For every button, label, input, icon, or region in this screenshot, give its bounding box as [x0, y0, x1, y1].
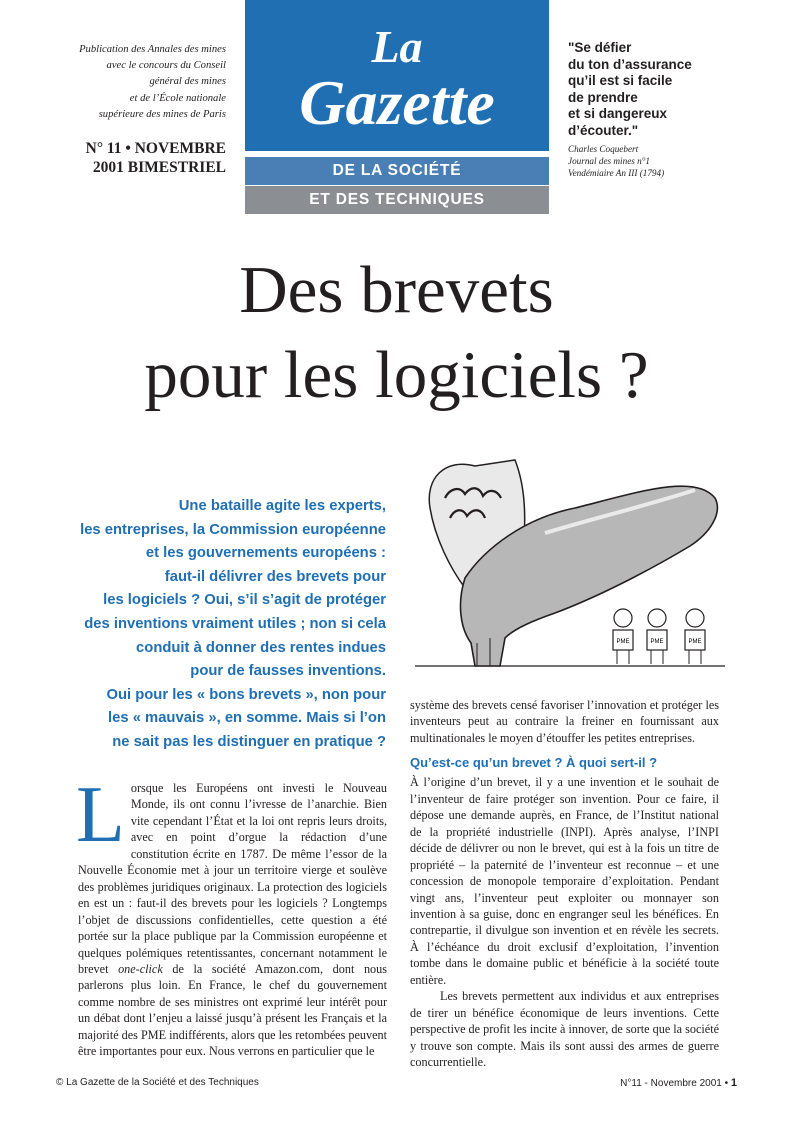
masthead-subtitle-2: ET DES TECHNIQUES [245, 186, 549, 214]
publication-line: avec le concours du Conseil [106, 60, 226, 72]
publication-info [40, 42, 226, 123]
section-subhead: Qu’est-ce qu’un brevet ? À quoi sert-il ? [410, 755, 658, 771]
quote-source [568, 143, 778, 179]
article-text: orsque les Européens ont investi le Nouveau Monde, ils ont connu l’ivresse de l’anarchie. Bien vite cependant l’État et la loi ont repris leurs droits, avec en point d’orgue la rédaction d’une constitution écrite en 1787. De même l’essor de la Nouvelle Économie met à jour un territoire vierge et soulève des problèmes juridiques originaux. La protection des logiciels en est un : faut-il des brevets pour les logiciels ? Longtemps l’objet de discussions confidentielles, cette question a été portée sur la place publique par la Commission européenne et quelques polémiques retentissantes, concernant notamment le brevet [78, 781, 387, 976]
epigraph-quote [568, 40, 768, 140]
masthead-la: La [371, 21, 423, 72]
headline-line-1: Des brevets [239, 253, 554, 327]
article-paragraph: système des brevets censé favoriser l’innovation et protéger les inventeurs peut au contraire la freiner en fournissant aux multinationales le moyen d’étouffer les petites entreprises. [410, 698, 719, 745]
lead-line: ne sait pas les distinguer en pratique ? [112, 733, 386, 750]
page-number: 1 [730, 1077, 737, 1089]
footer-page-info [620, 1077, 737, 1090]
issue-line-1: N° 11 • NOVEMBRE [85, 140, 226, 157]
sme-figure [613, 609, 633, 664]
quote-line: du ton d’assurance [568, 56, 692, 72]
lead-line: pour de fausses inventions. [190, 663, 386, 680]
drop-cap: L [76, 771, 125, 859]
boot-crushing-sme-illustration [405, 438, 735, 678]
masthead-subtitle-1: DE LA SOCIÉTÉ [245, 157, 549, 185]
article-column-1 [76, 771, 387, 1060]
lead-line: Oui pour les « bons brevets », non pour [106, 686, 386, 703]
quote-line: et si dangereux [568, 106, 668, 122]
sme-figure [685, 609, 705, 664]
sme-label: PME [688, 639, 702, 645]
masthead-gazette: Gazette [299, 67, 495, 138]
lead-line: Une bataille agite les experts, [178, 498, 386, 514]
article-text: de la société Amazon.com, dont nous parlerons plus loin. En France, le chef du gouvernement comme nombre de ses ministres ont exprimé leur intérêt pour un débat dont l’enjeu a laissé jusqu’à présent les Français et la majorité des PME indifférents, alors que les retombées peuvent être importantes pour eux. Nous verrons en particulier que le [78, 961, 387, 1059]
publication-line: Publication des Annales des mines [79, 44, 226, 55]
lead-line: conduit à donner des rentes indues [136, 639, 386, 656]
quote-line: de prendre [568, 89, 638, 105]
article-italic-term: one-click [118, 961, 163, 976]
masthead-logo [245, 0, 549, 151]
article-paragraph: Les brevets permettent aux individus et aux entreprises de tirer un bénéfice économique de leurs inventions. Cette perspective de profit les incite à innover, de sorte que la société y trouve son compte. Mais ils sont aussi des armes de guerre concurrentielle. [410, 989, 719, 1070]
footer-copyright: © La Gazette de la Société et des Techniques [56, 1077, 259, 1088]
issue-line-2: 2001 BIMESTRIEL [92, 159, 226, 176]
quote-source-author: Charles Coquebert [568, 144, 639, 154]
article-paragraph: À l’origine d’un brevet, il y a une invention et le souhait de l’inventeur de faire protéger son invention. Pour ce faire, il dépose une demande auprès, en France, de l’Institut national de la propriété industrielle (INPI). Après analyse, l’INPI décide de délivrer ou non le brevet, qui est à la fois un titre de propriété – la paternité de l’inventeur est reconnue – et une concession de monopole temporaire d’exploitation. Pendant vingt ans, l’inventeur peut exploiter ou monnayer son invention à sa guise, donc en engranger seul les bénéfices. En contrepartie, il divulgue son invention et en révèle les secrets. À l’échéance du droit exclusif d’exploitation, l’invention tombe dans le domaine public et bénéficie à la société toute entière. [410, 775, 719, 987]
publication-line: et de l’École nationale [129, 92, 226, 104]
publication-line: général des mines [149, 76, 226, 88]
publication-line: supérieure des mines de Paris [98, 108, 226, 120]
quote-line: d’écouter." [568, 122, 639, 138]
lead-line: faut-il délivrer des brevets pour [164, 568, 386, 585]
quote-line: qu’il est si facile [568, 73, 673, 89]
lead-line: les « mauvais », en somme. Mais si l’on [108, 710, 386, 727]
issue-info [40, 139, 226, 177]
lead-line: les logiciels ? Oui, s’il s’agit de protéger [103, 592, 386, 609]
lead-line: les entreprises, la Commission européenne [80, 521, 386, 538]
quote-line: "Se défier [568, 40, 632, 55]
lead-line: des inventions vraiment utiles ; non si cela [84, 615, 386, 632]
lead-paragraph [60, 495, 386, 755]
sme-label: PME [650, 639, 664, 645]
quote-source-date: Vendémiaire An III (1794) [568, 168, 665, 178]
quote-source-journal: Journal des mines n°1 [568, 156, 651, 166]
footer-issue: N°11 - Novembre 2001 • [620, 1078, 729, 1089]
article-column-2 [410, 697, 719, 1071]
headline-line-2: pour les logiciels ? [144, 338, 649, 412]
sme-label: PME [616, 639, 630, 645]
lead-line: et les gouvernements européens : [145, 545, 386, 562]
sme-figure [647, 609, 667, 664]
